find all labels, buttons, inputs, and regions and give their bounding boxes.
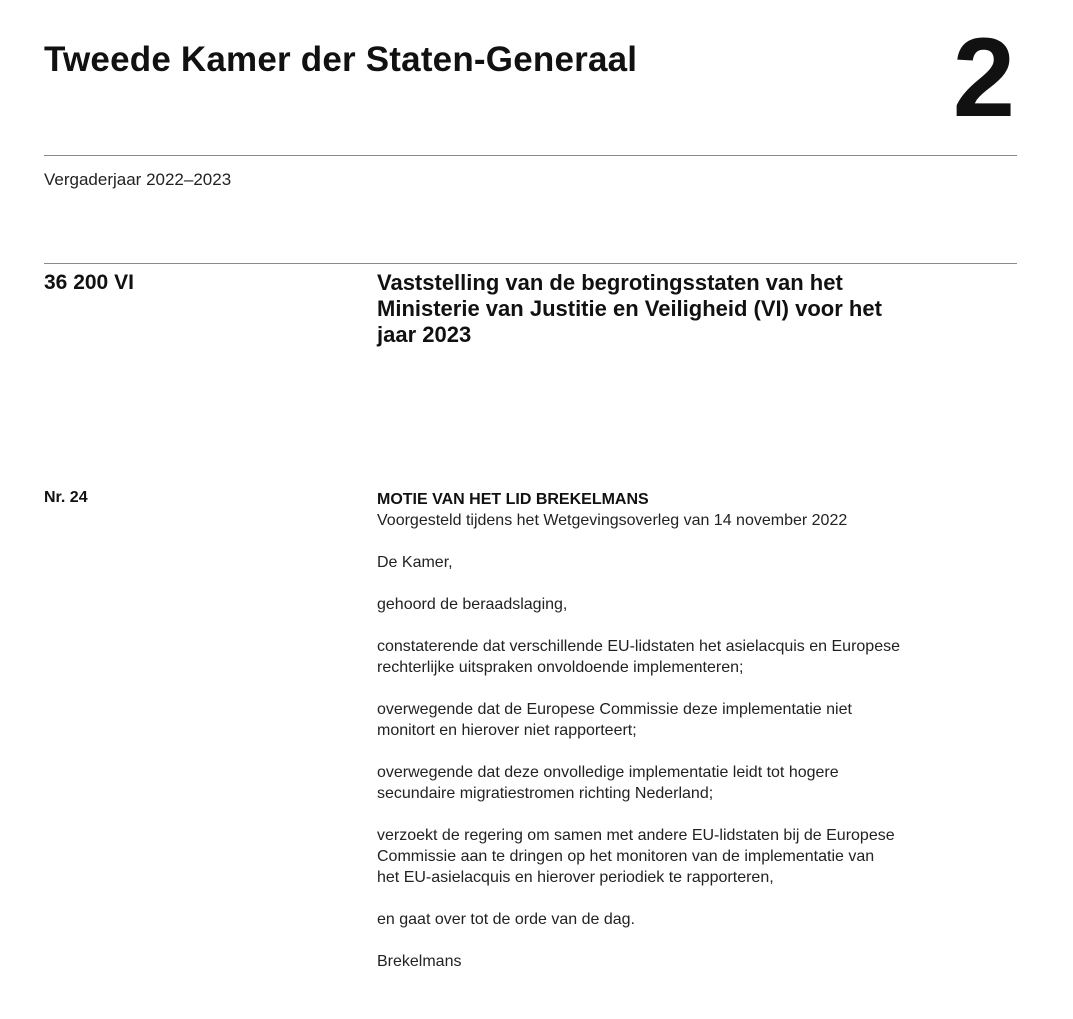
chamber-title: Tweede Kamer der Staten-Generaal [44, 40, 638, 79]
dossier-title [377, 270, 1027, 348]
dossier-title-line: Ministerie van Justitie en Veiligheid (VI) voor het [377, 296, 882, 321]
paragraph-address [377, 552, 1027, 573]
divider-top [44, 155, 1017, 156]
paragraph-finding [377, 636, 1027, 678]
signature-name: Brekelmans [377, 953, 462, 970]
paragraph-line: gehoord de beraadslaging, [377, 596, 568, 613]
document-number: Nr. 24 [44, 489, 88, 506]
paragraph-line: constaterende dat verschillende EU-lidstaten het asielacquis en Europese [377, 638, 900, 655]
paragraph-line: secundaire migratiestromen richting Nederland; [377, 785, 714, 802]
paragraph-line: verzoekt de regering om samen met andere EU-lidstaten bij de Europese [377, 827, 895, 844]
paragraph-consideration-2 [377, 762, 1027, 804]
divider-middle [44, 263, 1017, 264]
paragraph-line: Commissie aan te dringen op het monitoren van de implementatie van [377, 848, 875, 865]
signature [377, 951, 1027, 972]
dossier-title-line: Vaststelling van de begrotingsstaten van het [377, 270, 843, 295]
paragraph-line: overwegende dat de Europese Commissie deze implementatie niet [377, 701, 852, 718]
paragraph-deliberation [377, 594, 1027, 615]
paragraph-line: het EU-asielacquis en hierover periodiek te rapporteren, [377, 869, 774, 886]
dossier-number: 36 200 VI [44, 271, 134, 294]
motion-subheading: Voorgesteld tijdens het Wetgevingsoverleg van 14 november 2022 [377, 512, 848, 529]
paragraph-line: en gaat over tot de orde van de dag. [377, 911, 635, 928]
motion-heading: MOTIE VAN HET LID BREKELMANS [377, 491, 649, 508]
session-year: Vergaderjaar 2022–2023 [44, 170, 232, 189]
paragraph-line: De Kamer, [377, 554, 453, 571]
paragraph-closing [377, 909, 1027, 930]
paragraph-consideration-1 [377, 699, 1027, 741]
paragraph-line: overwegende dat deze onvolledige implementatie leidt tot hogere [377, 764, 839, 781]
dossier-title-line: jaar 2023 [377, 322, 472, 347]
page-number: 2 [952, 15, 1015, 140]
motion-body [377, 489, 1027, 972]
paragraph-line: monitort en hierover niet rapporteert; [377, 722, 637, 739]
paragraph-line: rechterlijke uitspraken onvoldoende implementeren; [377, 659, 744, 676]
paragraph-request [377, 825, 1027, 888]
